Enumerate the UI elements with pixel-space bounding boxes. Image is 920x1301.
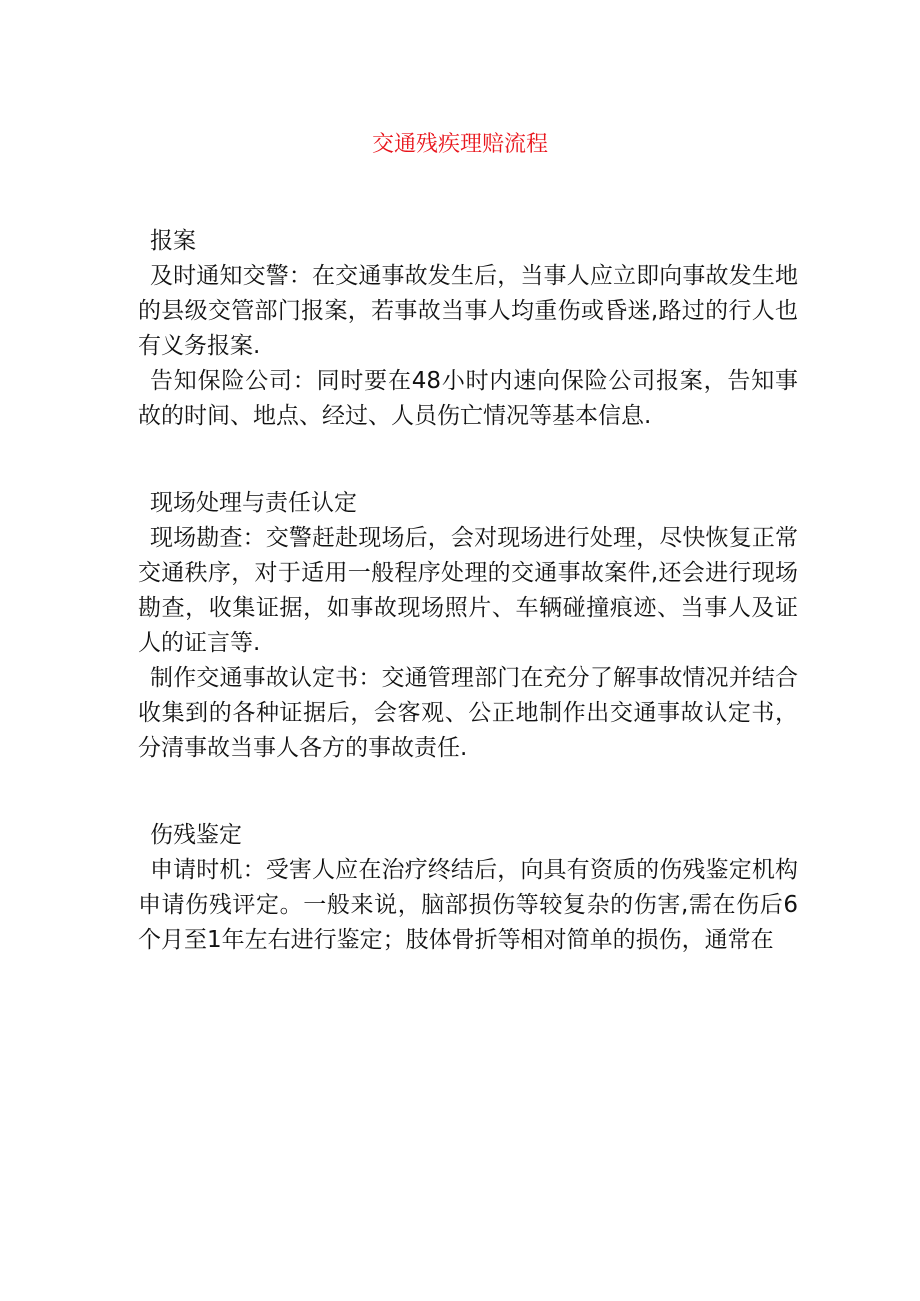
section-disability-assessment xyxy=(138,818,798,958)
section-report xyxy=(138,224,798,434)
document-title: 交通残疾理赔流程 xyxy=(371,132,548,157)
section-heading: 伤残鉴定 xyxy=(150,822,242,848)
document-body xyxy=(138,224,798,958)
paragraph: 制作交通事故认定书：交通管理部门在充分了解事故情况并结合收集到的各种证据后，会客观、公正地制作出交通事故认定书，分清事故当事人各方的事故责任. xyxy=(138,665,798,761)
section-heading: 现场处理与责任认定 xyxy=(150,490,357,516)
paragraph: 告知保险公司：同时要在48小时内速向保险公司报案，告知事故的时间、地点、经过、人员伤亡情况等基本信息. xyxy=(138,368,798,429)
section-scene-handling xyxy=(138,486,798,766)
section-heading: 报案 xyxy=(150,228,196,254)
paragraph: 及时通知交警：在交通事故发生后，当事人应立即向事故发生地的县级交管部门报案，若事故当事人均重伤或昏迷,路过的行人也有义务报案. xyxy=(138,263,798,359)
paragraph: 申请时机：受害人应在治疗终结后，向具有资质的伤残鉴定机构申请伤残评定。一般来说，脑部损伤等较复杂的伤害,需在伤后6个月至1年左右进行鉴定；肢体骨折等相对简单的损伤，通常在 xyxy=(138,857,798,953)
paragraph: 现场勘查：交警赶赴现场后，会对现场进行处理，尽快恢复正常交通秩序，对于适用一般程序处理的交通事故案件,还会进行现场勘查，收集证据，如事故现场照片、车辆碰撞痕迹、当事人及证人的证言等. xyxy=(138,525,798,656)
